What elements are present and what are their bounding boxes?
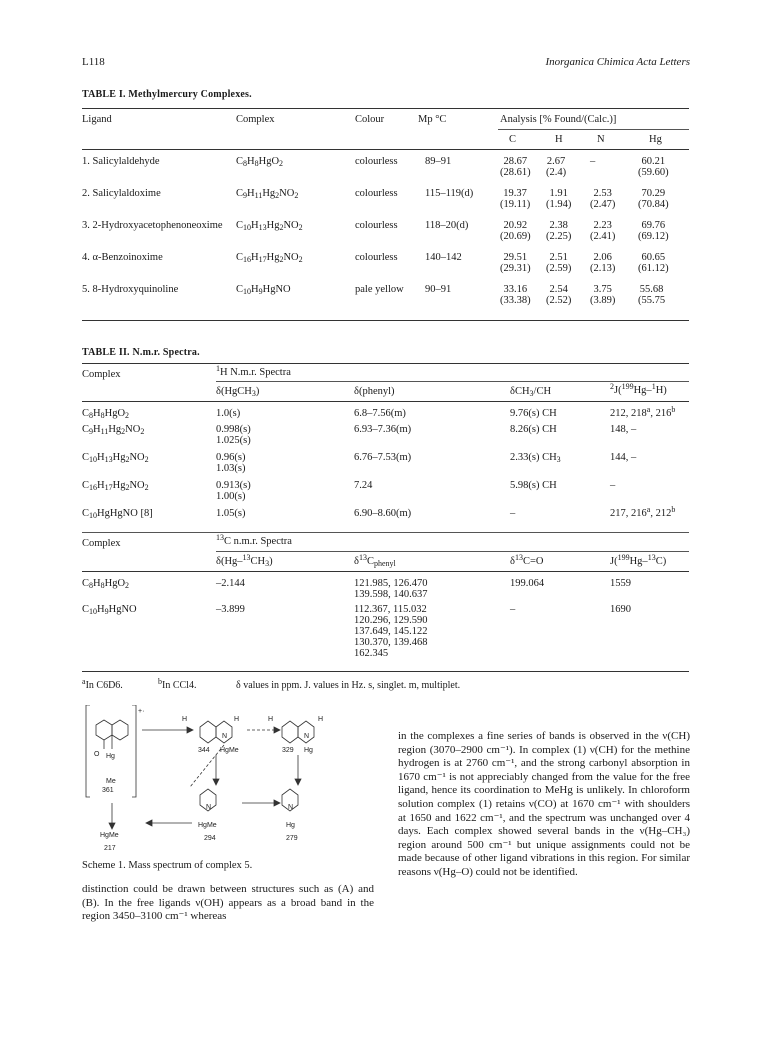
scheme-mass-279: 279 [286,835,298,842]
t1-mp: 140–142 [425,252,462,263]
table2-bottom-rule [82,671,689,672]
t2-c-col-phenyl: $\delta^{13}C_{phenyl}$ [354,553,396,568]
scheme-hgme-3: HgMe [198,822,217,829]
t2-h-coupling: 148, – [610,424,637,435]
t2-h-ch3ch: 8.26(s) CH [510,424,557,435]
t2-h-ch3ch: 9.76(s) CH [510,408,557,419]
scheme-hg: Hg [106,753,115,760]
scheme-h-3: H [268,716,274,723]
t2-h-ch3ch: 5.98(s) CH [510,480,557,491]
scheme-n-1: N [222,733,228,740]
body-left-column: distinction could be drawn between structures such as (A) and (B). In the free ligands ν(OH) appears as a broad band in the region 3450–3100 cm⁻¹ whereas [82,883,374,923]
t1-head-mp: Mp °C [418,114,447,125]
t2-h-ch3ch: – [510,508,516,519]
t2-h-complex: $C_8H_8HgO_2$ [82,408,130,420]
t2-h-phenyl: 6.93–7.36(m) [354,424,412,435]
t1-n: 2.23 (2.41) [590,220,616,242]
t2-footnote-a: $^a$In C6D6. [82,677,123,691]
t2-head-complex: Complex [82,369,121,380]
t1-colour: pale yellow [355,284,404,295]
t2-h-col-coupling: $^2$J($^{199}$Hg–$^1$H) [610,382,667,396]
mass-spectrum-scheme [82,705,382,855]
t2-footnote-b: $^b$In CCl4. [158,677,197,691]
t1-complex: $C_{10}H_{13}Hg_2NO_2$ [236,220,303,232]
scheme-mass-344: 344 [198,747,210,754]
t2-h-phenyl: 6.76–7.53(m) [354,452,412,463]
journal-title: Inorganica Chimica Acta Letters [545,56,690,68]
t2-c-section-rule [216,551,689,552]
t2-h-coupling: – [610,480,616,491]
t1-complex: $C_8H_8HgO_2$ [236,156,284,168]
t1-c: 19.37 (19.11) [500,188,531,210]
t2-h-hgch3: 0.998(s) 1.025(s) [216,424,251,446]
t1-c: 33.16 (33.38) [500,284,531,306]
scheme-h-4: H [318,716,324,723]
t2-h-phenyl: 7.24 [354,480,373,491]
t1-complex: $C_{10}H_9HgNO$ [236,284,291,296]
scheme-h-2: H [234,716,240,723]
t2-h-hgch3: 1.05(s) [216,508,246,519]
t1-ligand: 2. Salicylaldoxime [82,188,161,199]
t2-c-complex: $C_{10}H_9HgNO$ [82,604,137,616]
scheme-mass-329: 329 [282,747,294,754]
scheme-mass-294: 294 [204,835,216,842]
t2-c-head-rule [82,571,689,572]
t1-colour: colourless [355,252,398,263]
t2-h-complex: $C_{16}H_{17}Hg_2NO_2$ [82,480,149,492]
scheme-mass-217: 217 [104,845,116,852]
t2-h-col-hgch3: δ(HgCH$_3$) [216,386,260,398]
t1-ligand: 1. Salicylaldehyde [82,156,160,167]
t1-mp: 118–20(d) [425,220,469,231]
t2-h-hgch3: 1.0(s) [216,408,241,419]
table1-top-rule [82,108,689,109]
t1-h: 2.67 (2.4) [546,156,567,178]
t1-n: – [590,156,596,167]
scheme-me: Me [106,778,116,785]
t1-complex: $C_{16}H_{17}Hg_2NO_2$ [236,252,303,264]
scheme-n-3: N [206,804,212,811]
t2-c-coupling: 1690 [610,604,631,615]
t1-ligand: 5. 8-Hydroxyquinoline [82,284,179,295]
t1-hg: 60.65 (61.12) [638,252,669,274]
scheme-h-1: H [182,716,188,723]
table1-bottom-rule [82,320,689,321]
t2-h-coupling: 212, 218$^a$, 216$^b$ [610,405,676,419]
t1-c: 29.51 (29.31) [500,252,531,274]
t1-n: 2.06 (2.13) [590,252,616,274]
t2-c-complex: $C_8H_8HgO_2$ [82,578,130,590]
table2-caption: TABLE II. N.m.r. Spectra. [82,347,200,358]
scheme-caption: Scheme 1. Mass spectrum of complex 5. [82,860,253,871]
t1-head-c: C [509,134,517,145]
t2-h-phenyl: 6.8–7.56(m) [354,408,406,419]
t2-c-head-complex: Complex [82,538,121,549]
scheme-charge: +· [138,708,145,715]
t1-head-complex: Complex [236,114,275,125]
t2-h-col-phenyl: δ(phenyl) [354,386,395,397]
t2-h-complex: $C_{10}H_{13}Hg_2NO_2$ [82,452,149,464]
t1-c: 28.67 (28.61) [500,156,531,178]
t1-head-h: H [555,134,563,145]
t1-ligand: 3. 2-Hydroxyacetophenoneoxime [82,220,223,231]
t1-analysis-rule [498,129,689,130]
t2-c-section-rule-top [82,532,689,533]
t1-h: 2.51 (2.59) [546,252,572,274]
t2-c-hgch3: –3.899 [216,604,245,615]
scheme-hgme-1: HgMe [220,747,239,754]
t2-h-col-ch3ch: δCH$_3$/CH [510,386,552,398]
t1-complex: $C_9H_{11}Hg_2NO_2$ [236,188,299,200]
t2-h-head-rule [82,401,689,402]
t2-footnote-units: δ values in ppm. J. values in Hz. s, singlet. m, multiplet. [236,680,461,691]
t2-h-ch3ch: 2.33(s) $CH_3$ [510,452,561,464]
t1-head-n: N [597,134,605,145]
t1-mp: 115–119(d) [425,188,474,199]
table2-top-rule [82,363,689,364]
t2-h-section-rule [216,381,689,382]
t1-h: 1.91 (1.94) [546,188,572,210]
t2-c-co: – [510,604,516,615]
t2-c-section: $^{13}$C n.m.r. Spectra [216,533,292,547]
t2-h-complex: $C_9H_{11}Hg_2NO_2$ [82,424,145,436]
table1-caption: TABLE I. Methylmercury Complexes. [82,89,252,100]
t1-n: 2.53 (2.47) [590,188,616,210]
t1-c: 20.92 (20.69) [500,220,531,242]
t2-h-coupling: 217, 216$^a$, 212$^b$ [610,505,676,519]
t1-hg: 60.21 (59.60) [638,156,669,178]
t1-hg: 70.29 (70.84) [638,188,669,210]
t2-c-col-hgch3: $\delta(Hg-^{13}CH_3)$ [216,553,273,568]
t1-colour: colourless [355,220,398,231]
scheme-n-2: N [304,733,310,740]
t2-h-phenyl: 6.90–8.60(m) [354,508,412,519]
scheme-hgme-2: HgMe [100,832,119,839]
t1-head-colour: Colour [355,114,385,125]
t1-hg: 69.76 (69.12) [638,220,669,242]
t1-hg: 55.68 (55.75 [638,284,666,306]
t1-head-ligand: Ligand [82,114,112,125]
t1-n: 3.75 (3.89) [590,284,616,306]
t2-c-co: 199.064 [510,578,545,589]
t1-head-rule [82,149,689,150]
t1-colour: colourless [355,188,398,199]
t2-c-col-co: $\delta^{13}C=O$ [510,553,544,567]
t2-h-section: $^1$H N.m.r. Spectra [216,364,291,378]
t2-c-phenyl: 112.367, 115.032 120.296, 129.590 137.649, 145.122 130.370, 139.468 162.345 [354,604,428,659]
t1-h: 2.54 (2.52) [546,284,572,306]
t1-mp: 90–91 [425,284,452,295]
t2-c-phenyl: 121.985, 126.470 139.598, 140.637 [354,578,428,600]
scheme-hg-2: Hg [304,747,313,754]
body-right-column: in the complexes a fine series of bands is observed in the ν(CH) region (3070–2900 cm⁻¹). In complex (1) ν(CH) for the methine hydrogen is at 2760 cm⁻¹, and the strong carbonyl absorption in 1670 cm⁻¹ is not appreciably changed from the value for the free ligand, hence its coordination to MeHg is unlikely. In chloroform solution complex (1) retains ν(CO) at 1670 cm⁻¹ with shoulders at 1650 and 1622 cm⁻¹, and the spectrum was unchanged over 4 days. Each complex showed several bands in the ν(Hg–CH₃) region around 500 cm⁻¹ but unique assignments could not be made because of other ligand vibrations in this region. For similar reasons ν(Hg–O) could not be identified. [398,730,690,878]
t1-h: 2.38 (2.25) [546,220,572,242]
t1-colour: colourless [355,156,398,167]
scheme-o: O [94,751,100,758]
scheme-hg-3: Hg [286,822,295,829]
scheme-mass-361: 361 [102,787,114,794]
t2-h-complex: $C_{10}HgHgNO$ [8] [82,508,153,520]
page-number: L118 [82,56,105,68]
scheme-n-4: N [288,804,294,811]
t2-c-col-coupling: J($^{199}$Hg–$^{13}$C) [610,553,667,567]
t2-c-hgch3: –2.144 [216,578,245,589]
t1-head-hg: Hg [649,134,662,145]
t2-c-coupling: 1559 [610,578,631,589]
t1-head-analysis: Analysis [% Found/(Calc.)] [500,114,617,125]
t2-h-hgch3: 0.913(s) 1.00(s) [216,480,251,502]
t2-h-hgch3: 0.96(s) 1.03(s) [216,452,246,474]
t2-h-coupling: 144, – [610,452,637,463]
t1-ligand: 4. α-Benzoinoxime [82,252,163,263]
t1-mp: 89–91 [425,156,452,167]
